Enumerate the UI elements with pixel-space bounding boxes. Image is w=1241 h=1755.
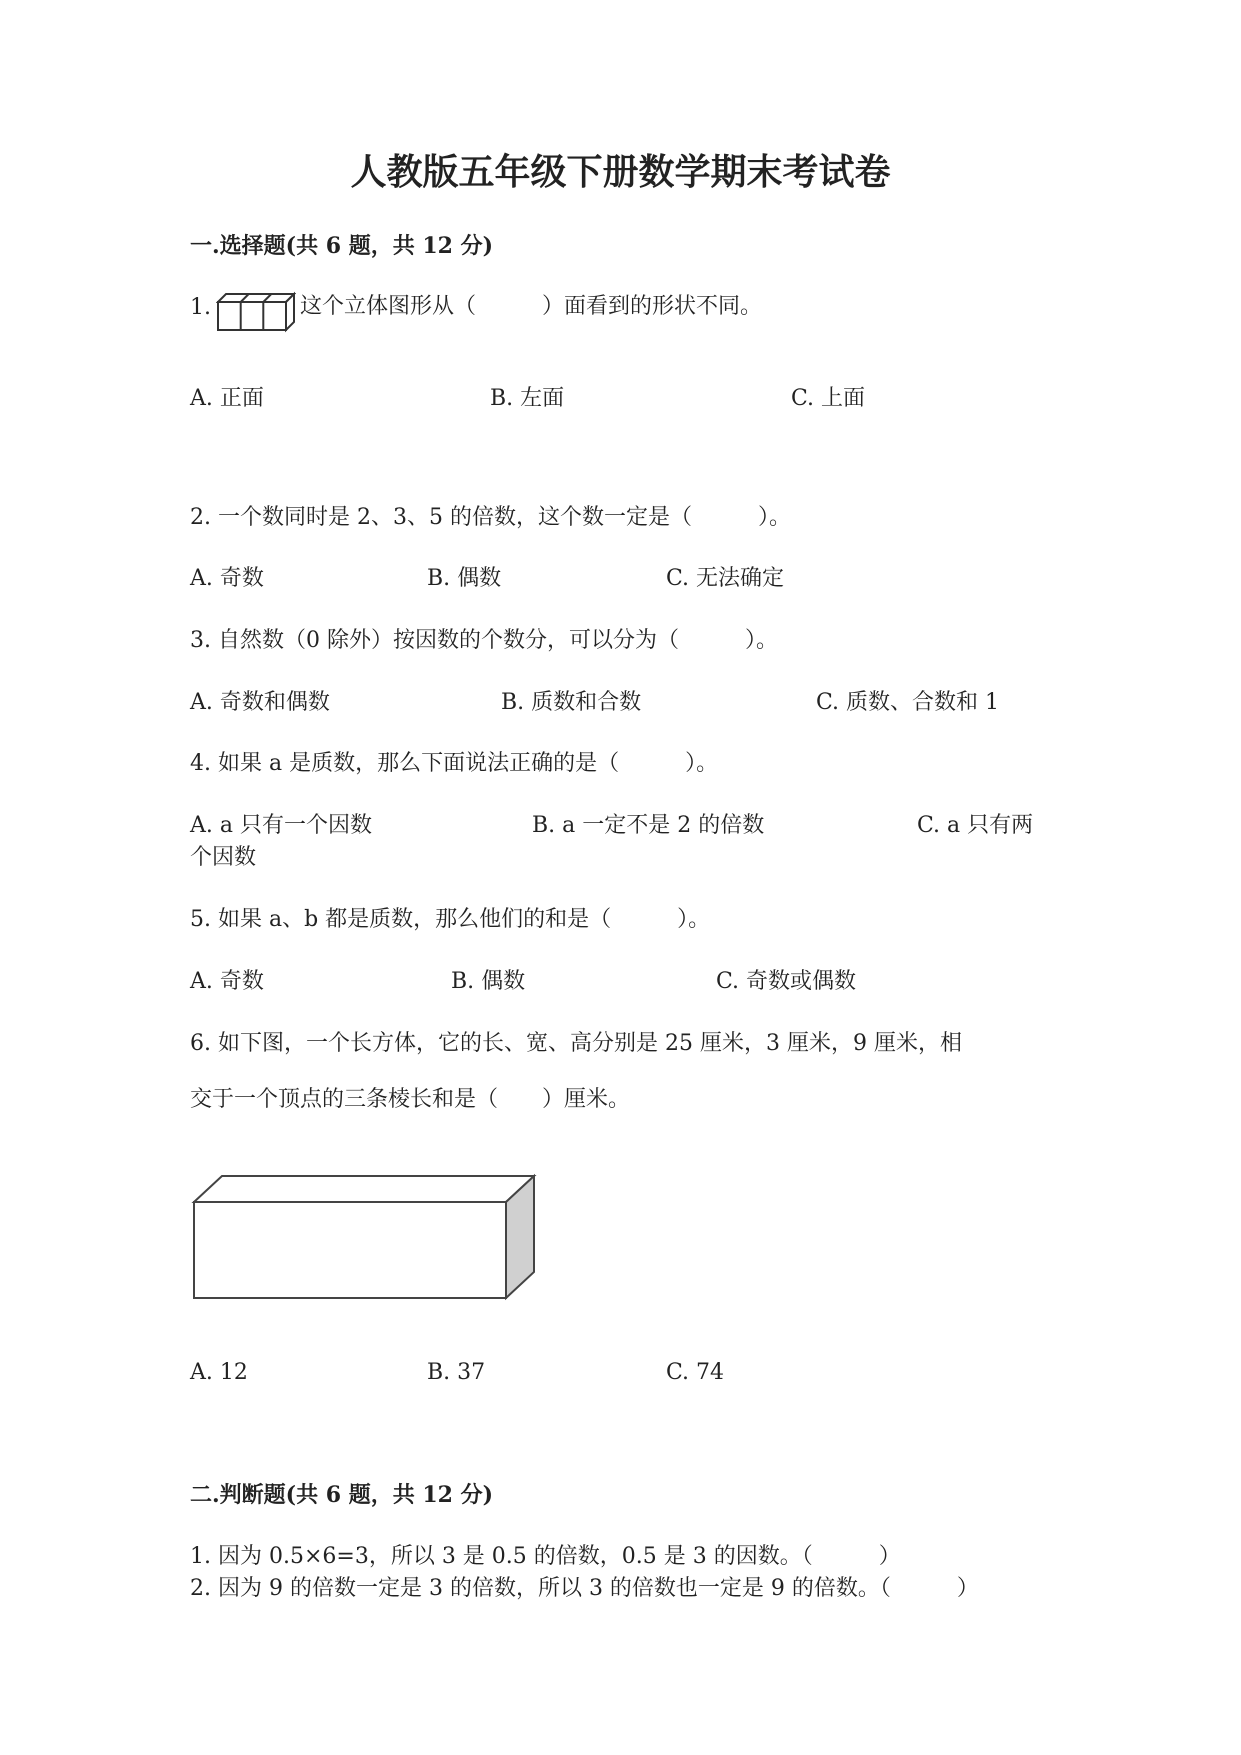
question-3-option-c[interactable]: C. 质数、合数和 1 xyxy=(816,690,1000,715)
question-6-option-c[interactable]: C. 74 xyxy=(666,1360,725,1385)
question-6-option-a[interactable]: A. 12 xyxy=(190,1360,248,1385)
question-1-number: 1. xyxy=(190,295,211,320)
question-5-text: 5. 如果 a、b 都是质数，那么他们的和是（ ）。 xyxy=(190,907,711,932)
question-4-option-b[interactable]: B. a 一定不是 2 的倍数 xyxy=(532,813,765,838)
judgement-item-2: 2. 因为 9 的倍数一定是 3 的倍数，所以 3 的倍数也一定是 9 的倍数。（ ） xyxy=(190,1576,979,1601)
cuboid-figure xyxy=(188,1166,538,1302)
question-5-option-c[interactable]: C. 奇数或偶数 xyxy=(716,969,857,994)
three-cubes-figure xyxy=(216,280,296,352)
judgement-item-1: 1. 因为 0.5×6=3，所以 3 是 0.5 的倍数，0.5 是 3 的因数。（ ） xyxy=(190,1544,901,1569)
question-4-text: 4. 如果 a 是质数，那么下面说法正确的是（ ）。 xyxy=(190,751,719,776)
question-6-option-b[interactable]: B. 37 xyxy=(427,1360,486,1385)
question-1-option-b[interactable]: B. 左面 xyxy=(490,386,565,411)
question-1-option-a[interactable]: A. 正面 xyxy=(190,386,264,411)
question-5-option-a[interactable]: A. 奇数 xyxy=(190,969,264,994)
question-4-option-a[interactable]: A. a 只有一个因数 xyxy=(190,813,372,838)
question-2-option-c[interactable]: C. 无法确定 xyxy=(666,566,785,591)
question-2-option-a[interactable]: A. 奇数 xyxy=(190,566,264,591)
question-4-option-c[interactable]: C. a 只有两 xyxy=(917,813,1034,838)
question-2-option-b[interactable]: B. 偶数 xyxy=(427,566,502,591)
question-5-option-b[interactable]: B. 偶数 xyxy=(451,969,526,994)
question-6-text-line-1: 6. 如下图，一个长方体，它的长、宽、高分别是 25 厘米，3 厘米，9 厘米，相 xyxy=(190,1031,962,1056)
section-heading-judgement: 二.判断题(共 6 题，共 12 分) xyxy=(190,1482,494,1508)
page-title: 人教版五年级下册数学期末考试卷 xyxy=(350,151,891,193)
question-3-text: 3. 自然数（0 除外）按因数的个数分，可以分为（ ）。 xyxy=(190,628,778,653)
question-3-option-b[interactable]: B. 质数和合数 xyxy=(501,690,642,715)
question-2-text: 2. 一个数同时是 2、3、5 的倍数，这个数一定是（ ）。 xyxy=(190,505,791,530)
section-heading-choice: 一.选择题(共 6 题，共 12 分) xyxy=(190,233,494,259)
question-3-option-a[interactable]: A. 奇数和偶数 xyxy=(190,690,330,715)
question-4-option-c-wrap: 个因数 xyxy=(190,845,257,870)
question-6-text-line-2: 交于一个顶点的三条棱长和是（ ）厘米。 xyxy=(190,1087,631,1112)
question-1-option-c[interactable]: C. 上面 xyxy=(791,386,866,411)
question-1-text: 这个立体图形从（ ）面看到的形状不同。 xyxy=(300,294,763,319)
